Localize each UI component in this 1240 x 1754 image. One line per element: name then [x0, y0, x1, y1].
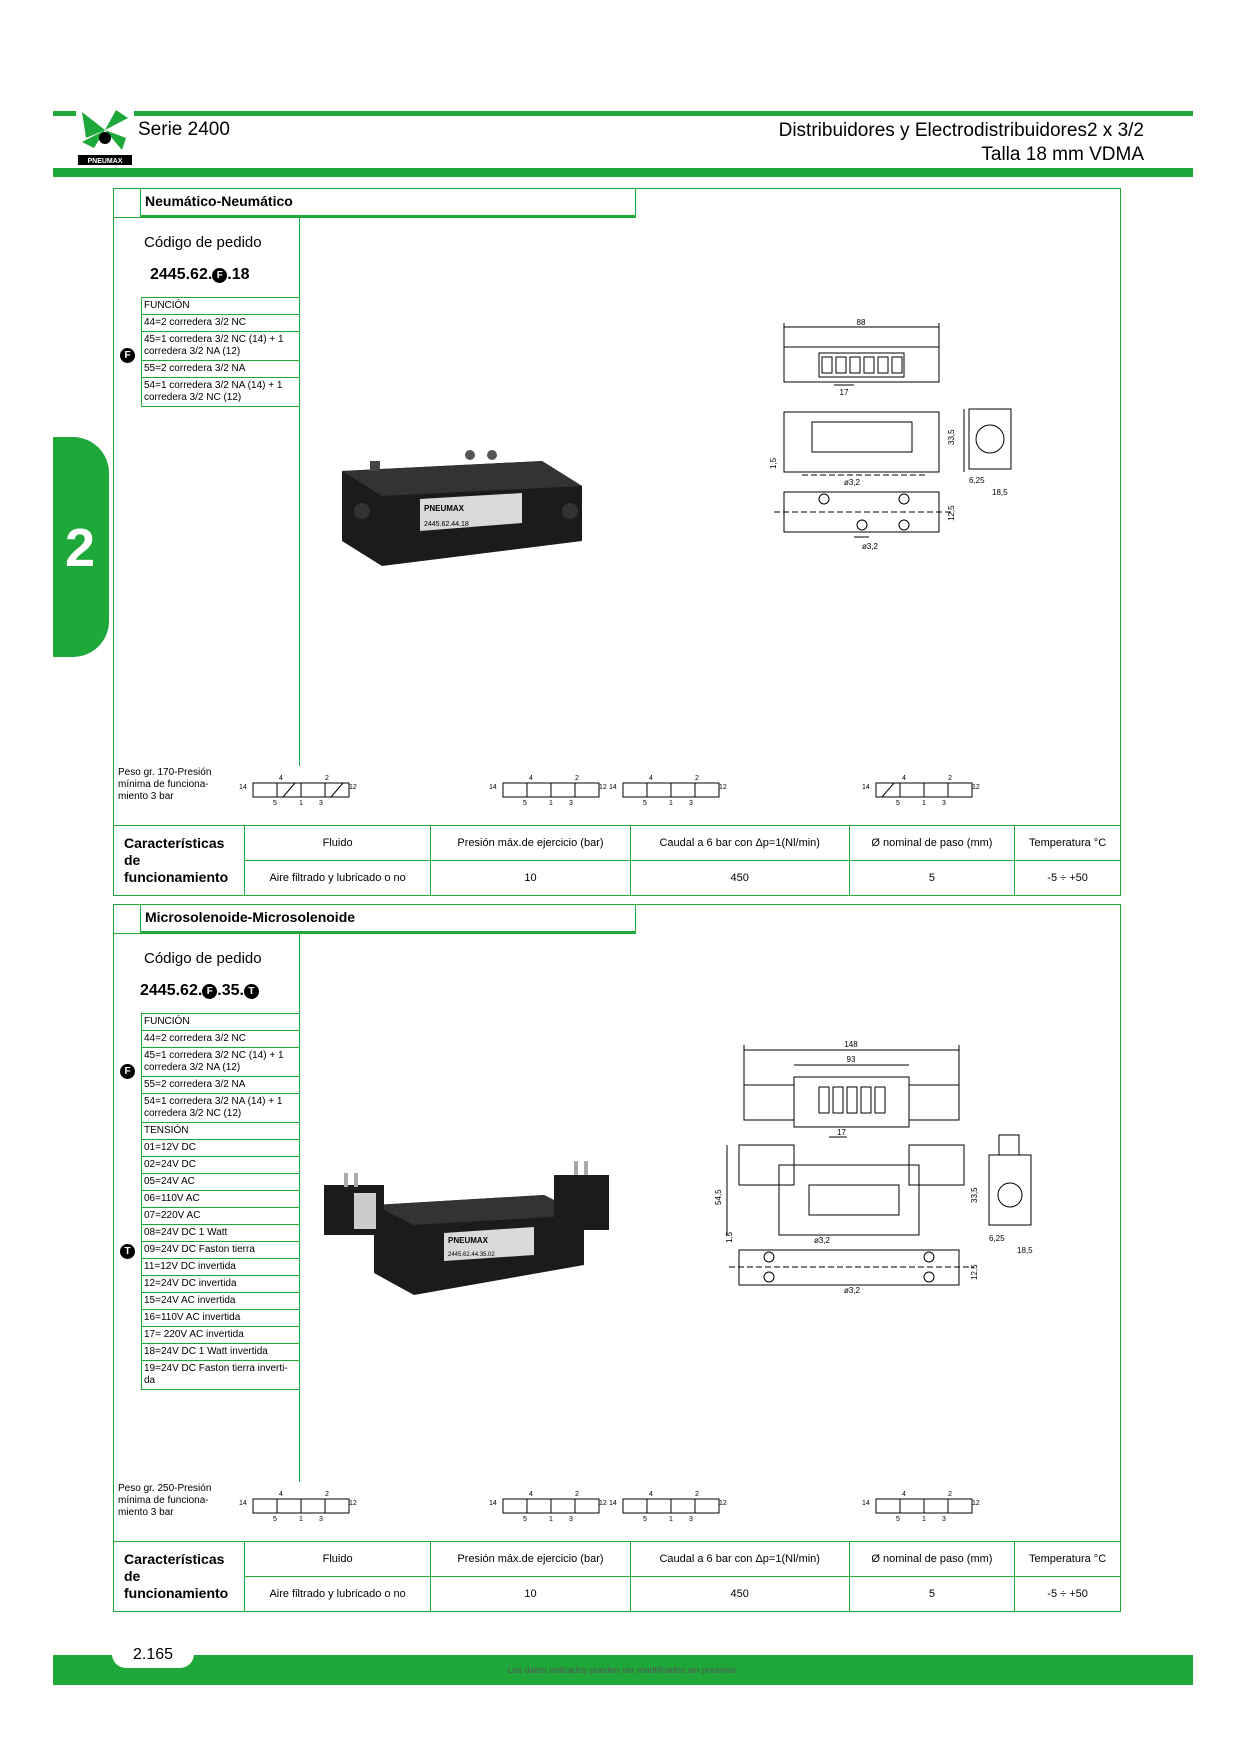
- page-number: 2.165: [112, 1644, 194, 1668]
- port-label: 2: [695, 1491, 699, 1498]
- port-label: 5: [273, 1516, 277, 1523]
- port-label: 12: [599, 1500, 607, 1507]
- char-value: Aire filtrado y lubricado o no: [245, 861, 431, 896]
- port-label: 4: [902, 775, 906, 782]
- voltage-row: 18=24V DC 1 Watt invertida: [141, 1344, 299, 1361]
- order-code-mid: .35.: [217, 982, 244, 999]
- char-value: 5: [849, 861, 1014, 896]
- voltage-row: 05=24V AC: [141, 1174, 299, 1191]
- port-label: 12: [972, 784, 980, 791]
- port-label: 14: [862, 784, 870, 791]
- weight-note: Peso gr. 250-Presión mínima de funciona-miento 3 bar: [118, 1483, 212, 1518]
- dim-length: 148: [844, 1040, 858, 1049]
- port-label: 1: [669, 800, 673, 807]
- port-label: 14: [489, 1500, 497, 1507]
- chapter-number: 2: [65, 518, 96, 578]
- voltage-row: 08=24V DC 1 Watt: [141, 1225, 299, 1242]
- port-label: 2: [325, 1491, 329, 1498]
- dim-height: 33,5: [947, 429, 956, 445]
- valve-photo: [342, 441, 582, 571]
- header-bottom-rule: [53, 168, 1193, 177]
- order-code-label: Código de pedido: [144, 234, 262, 251]
- circuit-symbol-icon: [489, 771, 729, 807]
- port-label: 12: [349, 1500, 357, 1507]
- port-label: 5: [896, 1516, 900, 1523]
- port-label: 3: [689, 1516, 693, 1523]
- section-microsolenoid: [113, 904, 1121, 1612]
- port-label: 3: [569, 800, 573, 807]
- voltage-row: 15=24V AC invertida: [141, 1293, 299, 1310]
- port-label: 5: [523, 1516, 527, 1523]
- dim-base: 1,5: [769, 457, 778, 469]
- voltage-row: 17= 220V AC invertida: [141, 1327, 299, 1344]
- port-label: 12: [349, 784, 357, 791]
- port-label: 1: [549, 1516, 553, 1523]
- port-label: 3: [319, 1516, 323, 1523]
- char-value: 450: [630, 861, 849, 896]
- circuit-symbol-icon: [489, 1487, 729, 1523]
- port-label: 2: [948, 775, 952, 782]
- section-title: Neumático-Neumático: [140, 189, 636, 216]
- dim-width: 12,5: [947, 505, 956, 521]
- symbol-45: [489, 771, 729, 812]
- dim-pitch: 17: [837, 1128, 846, 1137]
- port-label: 5: [273, 800, 277, 807]
- dim-hole: ø3,2: [844, 478, 861, 487]
- port-label: 5: [896, 800, 900, 807]
- pneumax-logo: [76, 108, 134, 166]
- port-label: 3: [942, 1516, 946, 1523]
- port-label: 12: [719, 1500, 727, 1507]
- voltage-header: TENSIÓN: [141, 1123, 299, 1140]
- photo-label-code: 2445.62.44.35.02: [448, 1252, 495, 1258]
- port-label: 3: [569, 1516, 573, 1523]
- port-label: 3: [319, 800, 323, 807]
- char-header: Ø nominal de paso (mm): [849, 826, 1014, 861]
- function-header: FUNCIÓN: [141, 298, 299, 315]
- voltage-row: 06=110V AC: [141, 1191, 299, 1208]
- port-label: 12: [972, 1500, 980, 1507]
- valve-photo: [324, 1155, 614, 1305]
- char-header: Fluido: [245, 826, 431, 861]
- dimension-drawing: [714, 317, 1044, 557]
- port-label: 1: [299, 800, 303, 807]
- char-header: Presión máx.de ejercicio (bar): [431, 1542, 630, 1577]
- voltage-row: 16=110V AC invertida: [141, 1310, 299, 1327]
- dim-inner: 93: [846, 1055, 856, 1064]
- port-label: 14: [862, 1500, 870, 1507]
- dimension-drawing: [699, 1035, 1124, 1295]
- port-label: 2: [575, 775, 579, 782]
- voltage-option-letter: T: [120, 1244, 135, 1259]
- order-code-prefix: 2445.62.: [140, 982, 203, 999]
- port-label: 4: [902, 1491, 906, 1498]
- weight-note: Peso gr. 170-Presión mínima de funciona-miento 3 bar: [118, 767, 212, 802]
- char-header: Presión máx.de ejercicio (bar): [431, 826, 630, 861]
- dim-side2: 18,5: [992, 488, 1008, 497]
- port-label: 5: [643, 800, 647, 807]
- voltage-row: 02=24V DC: [141, 1157, 299, 1174]
- char-header: Ø nominal de paso (mm): [849, 1542, 1014, 1577]
- characteristics-label: Características de funcionamiento: [114, 1542, 245, 1611]
- circuit-symbol-icon: [862, 1487, 982, 1523]
- char-header: Temperatura °C: [1015, 1542, 1120, 1577]
- function-header: FUNCIÓN: [141, 1014, 299, 1031]
- function-option-letter: F: [120, 1064, 135, 1079]
- char-header: Caudal a 6 bar con Δp=1(Nl/min): [630, 1542, 849, 1577]
- port-label: 14: [489, 784, 497, 791]
- port-label: 4: [279, 775, 283, 782]
- port-label: 14: [239, 784, 247, 791]
- function-option-letter: F: [120, 348, 135, 363]
- char-value: 10: [431, 861, 630, 896]
- port-label: 14: [239, 1500, 247, 1507]
- char-header: Fluido: [245, 1542, 431, 1577]
- dim-width: 12,5: [970, 1264, 979, 1280]
- photo-label-brand: PNEUMAX: [448, 1236, 489, 1245]
- port-label: 14: [609, 784, 617, 791]
- page-title: [779, 119, 1144, 167]
- page-title-line2: Talla 18 mm VDMA: [981, 144, 1144, 165]
- voltage-row: 12=24V DC invertida: [141, 1276, 299, 1293]
- circuit-symbol-icon: [862, 771, 982, 807]
- char-header: Caudal a 6 bar con Δp=1(Nl/min): [630, 826, 849, 861]
- photo-label-brand: PNEUMAX: [424, 504, 465, 513]
- function-row: 44=2 corredera 3/2 NC: [141, 315, 299, 332]
- char-value: -5 ÷ +50: [1047, 872, 1088, 884]
- port-label: 3: [942, 800, 946, 807]
- symbol-44: [239, 771, 359, 812]
- symbol-45: [489, 1487, 729, 1528]
- order-code-box: [114, 933, 300, 1482]
- chapter-tab: [53, 437, 109, 657]
- characteristics-table: [114, 825, 1120, 896]
- header-top-rule: [53, 111, 1193, 116]
- voltage-row: 07=220V AC: [141, 1208, 299, 1225]
- circuit-symbol-icon: [239, 771, 359, 807]
- dim-hole2: ø3,2: [844, 1286, 861, 1295]
- voltage-row: 09=24V DC Faston tierra: [141, 1242, 299, 1259]
- order-code: [140, 982, 259, 1000]
- function-row: 45=1 corredera 3/2 NC (14) + 1 corredera 3/2 NA (12): [141, 332, 299, 361]
- char-value: 450: [630, 1577, 849, 1612]
- page-title-line1: Distribuidores y Electrodistribuidores2 x 3/2: [778, 120, 1144, 141]
- char-header: Temperatura °C: [1015, 826, 1120, 861]
- port-label: 1: [299, 1516, 303, 1523]
- port-label: 4: [279, 1491, 283, 1498]
- footer-note: Los datos indicados pueden ser modificados sin preaviso.: [507, 1665, 739, 1675]
- symbol-44: [239, 1487, 359, 1528]
- port-label: 3: [689, 800, 693, 807]
- dim-length: 88: [856, 318, 866, 327]
- series-title: Serie 2400: [138, 119, 230, 140]
- dim-height: 33,5: [970, 1187, 979, 1203]
- port-label: 4: [529, 1491, 533, 1498]
- port-label: 5: [523, 800, 527, 807]
- order-code-box: [114, 217, 300, 766]
- characteristics-label: Características de funcionamiento: [114, 826, 245, 895]
- voltage-row: 19=24V DC Faston tierra inverti-da: [141, 1361, 299, 1390]
- port-label: 1: [549, 800, 553, 807]
- circuit-symbol-icon: [239, 1487, 359, 1523]
- order-code-letter: F: [212, 268, 227, 283]
- char-value: Aire filtrado y lubricado o no: [245, 1577, 431, 1612]
- port-label: 5: [643, 1516, 647, 1523]
- port-label: 2: [948, 1491, 952, 1498]
- function-table: [141, 297, 299, 407]
- function-row: 45=1 corredera 3/2 NC (14) + 1 corredera 3/2 NA (12): [141, 1048, 299, 1077]
- function-row: 44=2 corredera 3/2 NC: [141, 1031, 299, 1048]
- order-code-prefix: 2445.62.: [150, 266, 213, 283]
- section-title: Microsolenoide-Microsolenoide: [140, 905, 636, 932]
- symbol-54: [862, 1487, 982, 1528]
- photo-label-code: 2445.62.44.18: [424, 521, 469, 528]
- function-row: 54=1 corredera 3/2 NA (14) + 1 corredera 3/2 NC (12): [141, 1094, 299, 1123]
- port-label: 14: [609, 1500, 617, 1507]
- dim-tall: 54,5: [714, 1189, 723, 1205]
- footer-bar: [53, 1655, 1193, 1685]
- dim-side2: 18,5: [1017, 1246, 1033, 1255]
- dim-side1: 6,25: [989, 1234, 1005, 1243]
- port-label: 12: [599, 784, 607, 791]
- function-row: 55=2 corredera 3/2 NA: [141, 1077, 299, 1094]
- port-label: 2: [325, 775, 329, 782]
- port-label: 1: [922, 1516, 926, 1523]
- port-label: 2: [575, 1491, 579, 1498]
- logo-brand-text: PNEUMAX: [87, 158, 123, 165]
- dim-base: 1,5: [725, 1231, 734, 1243]
- function-row: 54=1 corredera 3/2 NA (14) + 1 corredera 3/2 NC (12): [141, 378, 299, 407]
- port-label: 2: [695, 775, 699, 782]
- dim-side1: 6,25: [969, 476, 985, 485]
- section-pneumatic: [113, 188, 1121, 896]
- function-table: [141, 1013, 299, 1390]
- port-label: 1: [922, 800, 926, 807]
- dim-hole: ø3,2: [814, 1236, 831, 1245]
- port-label: 12: [719, 784, 727, 791]
- order-code-suffix: .18: [227, 266, 250, 283]
- dim-pitch: 17: [839, 388, 849, 397]
- char-value: -5 ÷ +50: [1047, 1588, 1088, 1600]
- order-code: [150, 266, 250, 284]
- dim-hole2: ø3,2: [862, 542, 879, 551]
- function-row: 55=2 corredera 3/2 NA: [141, 361, 299, 378]
- order-code-letter2: T: [244, 984, 259, 999]
- port-label: 4: [649, 775, 653, 782]
- port-label: 1: [669, 1516, 673, 1523]
- characteristics-table: [114, 1541, 1120, 1612]
- port-label: 4: [529, 775, 533, 782]
- port-label: 4: [649, 1491, 653, 1498]
- order-code-letter: F: [202, 984, 217, 999]
- voltage-row: 11=12V DC invertida: [141, 1259, 299, 1276]
- char-value: 10: [431, 1577, 630, 1612]
- symbol-54: [862, 771, 982, 812]
- char-value: 5: [849, 1577, 1014, 1612]
- order-code-label: Código de pedido: [144, 950, 262, 967]
- voltage-row: 01=12V DC: [141, 1140, 299, 1157]
